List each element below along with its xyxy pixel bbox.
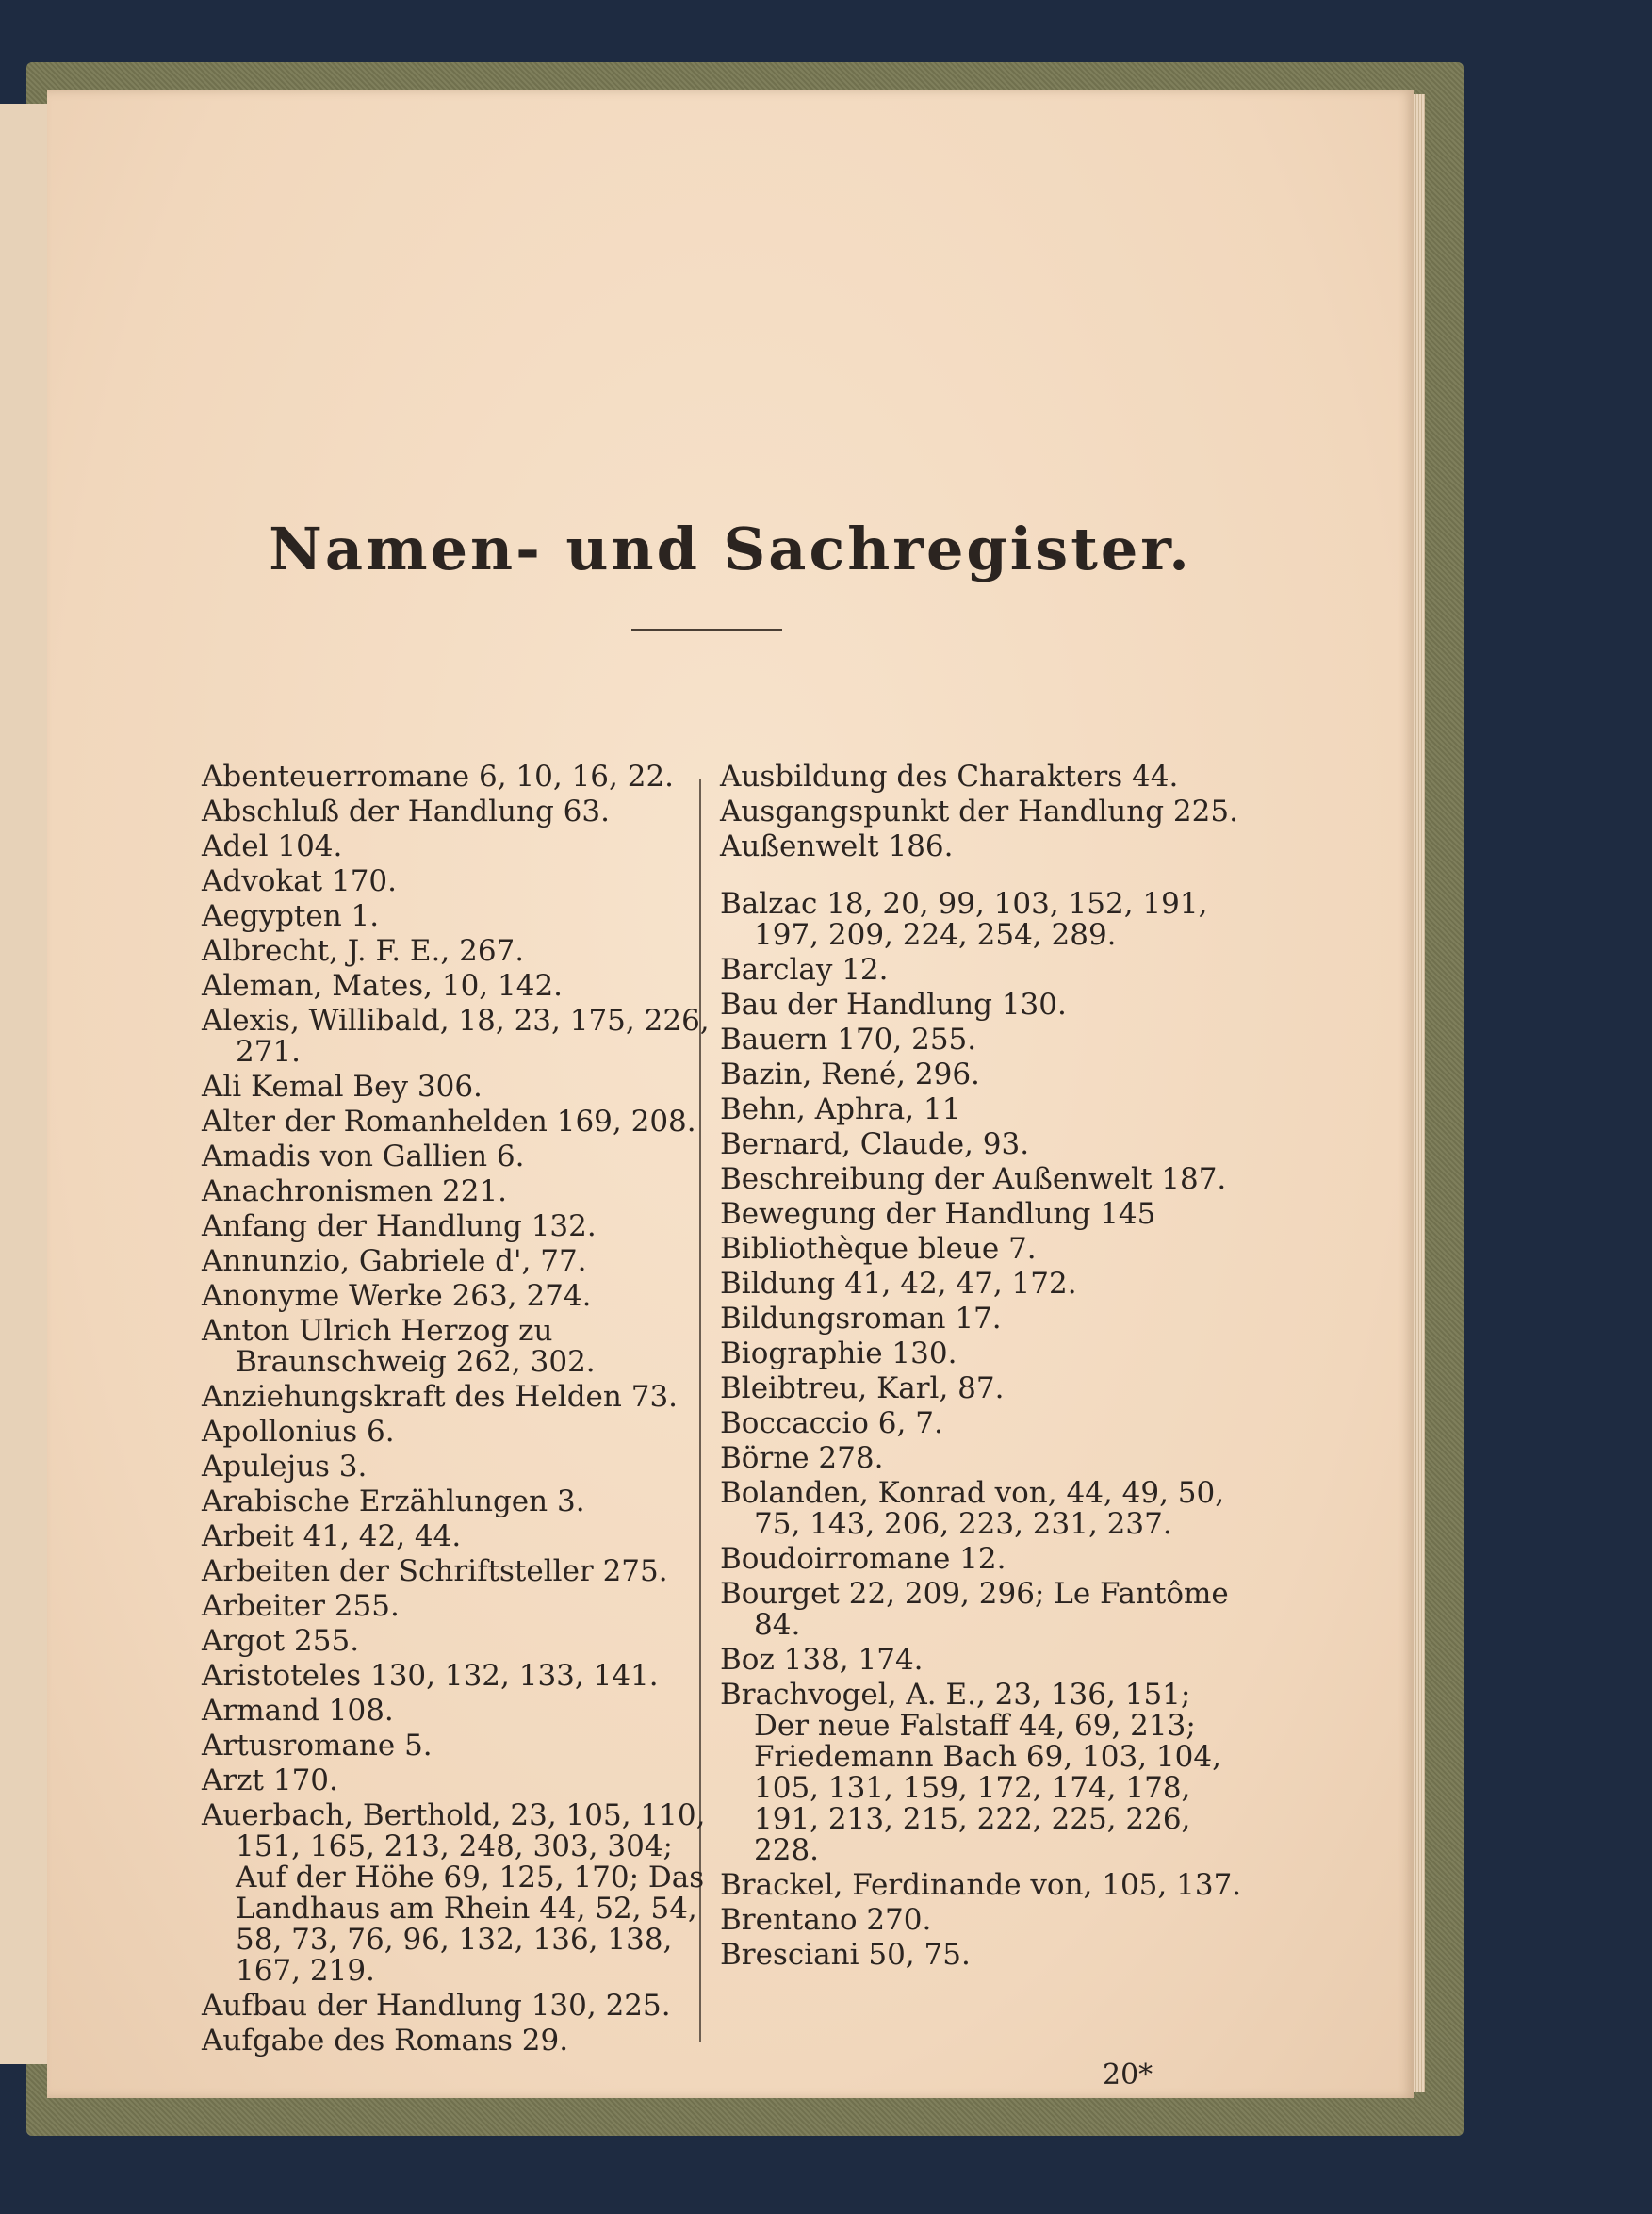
index-entry: Anton Ulrich Herzog zu Braunschweig 262, 302. (202, 1314, 596, 1379)
index-entry: Arzt 170. (202, 1763, 338, 1797)
index-entry: Balzac 18, 20, 99, 103, 152, 191, 197, 209, 224, 254, 289. (720, 887, 1208, 952)
index-entry: Arbeit 41, 42, 44. (202, 1519, 462, 1553)
index-column-right (720, 762, 1248, 1975)
index-entry: Börne 278. (720, 1441, 884, 1475)
index-entry: Anfang der Handlung 132. (202, 1209, 597, 1243)
index-entry: Aleman, Mates, 10, 142. (202, 969, 564, 1003)
index-entry: Bildungsroman 17. (720, 1302, 1002, 1336)
index-entry: Biographie 130. (720, 1337, 957, 1370)
index-entry: Bernard, Claude, 93. (720, 1127, 1030, 1161)
index-entry: Bazin, René, 296. (720, 1058, 980, 1091)
index-entry: Abenteuerromane 6, 10, 16, 22. (202, 760, 675, 794)
index-entry: Brachvogel, A. E., 23, 136, 151; Der neue Falstaff 44, 69, 213; Friedemann Bach 69, 103, 104, 105, 131, 159, 172, 174, 178, 191, 213, 215, 222, 225, 226, 228. (720, 1678, 1221, 1867)
index-entry: Bresciani 50, 75. (720, 1938, 971, 1972)
index-entry: Apollonius 6. (202, 1415, 395, 1449)
index-entry: Bolanden, Konrad von, 44, 49, 50, 75, 143, 206, 223, 231, 237. (720, 1476, 1225, 1541)
index-entry: Bildung 41, 42, 47, 172. (720, 1267, 1077, 1301)
index-entry: Apulejus 3. (202, 1450, 368, 1484)
index-entry: Boudoirromane 12. (720, 1542, 1006, 1576)
index-entry: Auerbach, Berthold, 23, 105, 110, 151, 165, 213, 248, 303, 304; Auf der Höhe 69, 125, 170; Das Landhaus am Rhein 44, 52, 54, 58, 73, 76, 96, 132, 136, 138, 167, 219. (202, 1798, 706, 1988)
index-entry: Anziehungskraft des Helden 73. (202, 1380, 679, 1414)
index-column-left (202, 762, 729, 2060)
index-entry: Bleibtreu, Karl, 87. (720, 1371, 1005, 1405)
index-entry: Arabische Erzählungen 3. (202, 1484, 585, 1518)
index-entry: Brackel, Ferdinande von, 105, 137. (720, 1868, 1242, 1902)
index-entry: Advokat 170. (202, 864, 398, 898)
index-entry: Boz 138, 174. (720, 1643, 924, 1677)
index-entry: Abschluß der Handlung 63. (202, 795, 610, 828)
page-block-edge (1414, 94, 1425, 2092)
index-entry: Bauern 170, 255. (720, 1023, 977, 1057)
index-entry: Arbeiten der Schriftsteller 275. (202, 1554, 668, 1588)
index-entry: Adel 104. (202, 829, 343, 863)
book-page (47, 90, 1414, 2098)
index-entry: Alexis, Willibald, 18, 23, 175, 226, 271. (202, 1004, 710, 1069)
index-entry: Brentano 270. (720, 1903, 932, 1937)
index-entry: Behn, Aphra, 11 (720, 1092, 961, 1126)
index-entry: Aristoteles 130, 132, 133, 141. (202, 1659, 659, 1693)
index-entry: Bourget 22, 209, 296; Le Fantôme 84. (720, 1577, 1229, 1642)
index-entry: Albrecht, J. F. E., 267. (202, 934, 525, 968)
index-entry: Bau der Handlung 130. (720, 988, 1067, 1022)
index-entry: Anonyme Werke 263, 274. (202, 1279, 592, 1313)
page-number: 20* (1103, 2058, 1153, 2091)
index-entry: Ausbildung des Charakters 44. (720, 760, 1179, 794)
index-entry: Beschreibung der Außenwelt 187. (720, 1162, 1227, 1196)
index-entry: Bibliothèque bleue 7. (720, 1232, 1037, 1266)
index-entry: Annunzio, Gabriele d', 77. (202, 1244, 587, 1278)
index-entry: Aegypten 1. (202, 899, 380, 933)
index-entry: Aufgabe des Romans 29. (202, 2024, 569, 2058)
index-entry: Arbeiter 255. (202, 1589, 400, 1623)
index-entry: Barclay 12. (720, 953, 889, 987)
page-title: Namen- und Sachregister. (269, 515, 1192, 583)
index-entry: Außenwelt 186. (720, 829, 954, 863)
index-entry: Aufbau der Handlung 130, 225. (202, 1989, 671, 2023)
index-entry: Argot 255. (202, 1624, 360, 1658)
index-entry: Boccaccio 6, 7. (720, 1406, 943, 1440)
index-entry: Ausgangspunkt der Handlung 225. (720, 795, 1238, 828)
index-entry: Amadis von Gallien 6. (202, 1140, 525, 1173)
previous-page-edge (0, 104, 50, 2064)
index-entry: Anachronismen 221. (202, 1174, 508, 1208)
index-entry: Armand 108. (202, 1694, 394, 1728)
index-entry: Artusromane 5. (202, 1729, 433, 1763)
title-rule (631, 629, 782, 631)
index-entry: Bewegung der Handlung 145 (720, 1197, 1156, 1231)
index-entry: Alter der Romanhelden 169, 208. (202, 1105, 696, 1139)
index-entry: Ali Kemal Bey 306. (202, 1070, 483, 1104)
